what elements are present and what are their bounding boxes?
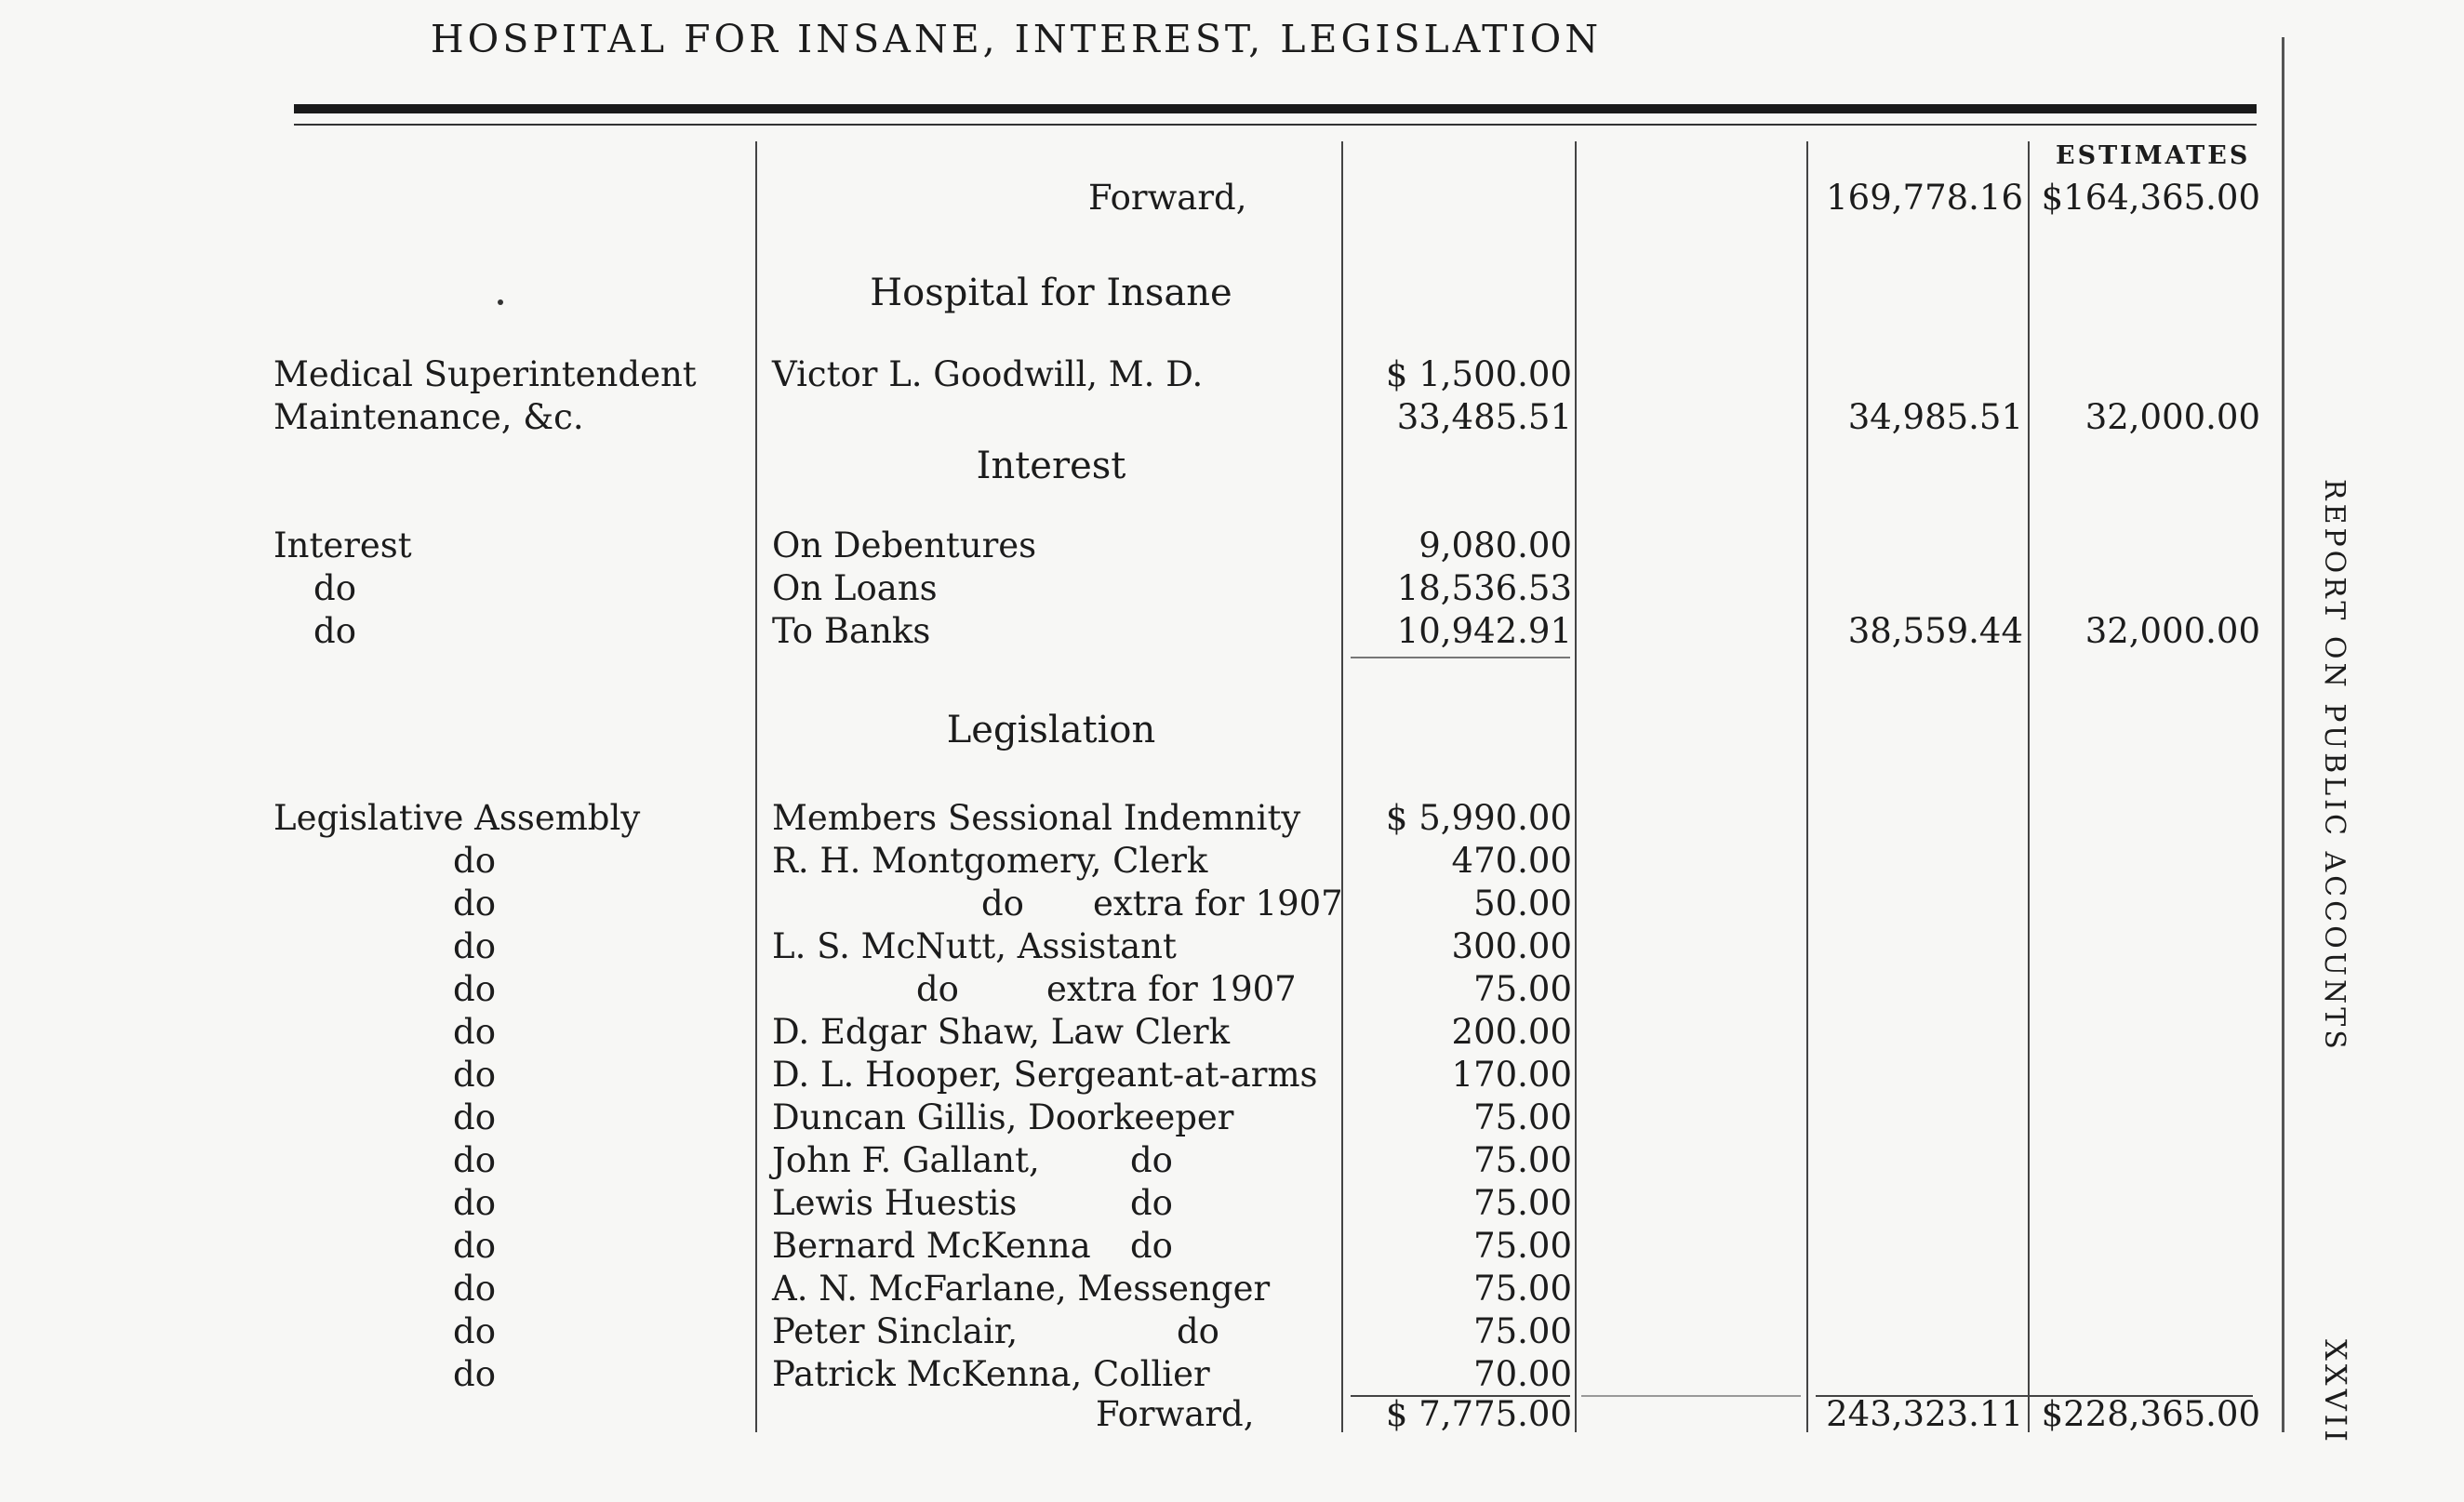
- item-label: On Debentures: [772, 525, 1037, 565]
- side-report-title: REPORT ON PUBLIC ACCOUNTS: [2318, 479, 2351, 1053]
- forward-top-total: 169,778.16: [1826, 178, 2023, 218]
- item-do: do: [1130, 1226, 1173, 1266]
- forward-bottom-label: Forward,: [1096, 1394, 1255, 1434]
- amount-value: 170.00: [1451, 1055, 1572, 1095]
- column-divider-blank: [1575, 141, 1577, 1432]
- forward-top-estimate: $164,365.00: [2041, 178, 2260, 218]
- category-do: do: [453, 1354, 496, 1394]
- category-do: do: [313, 568, 356, 608]
- page-title: HOSPITAL FOR INSANE, INTEREST, LEGISLATION: [430, 17, 1603, 61]
- item-label: A. N. McFarlane, Messenger: [772, 1269, 1271, 1309]
- column-divider-total: [1806, 141, 1808, 1432]
- column-divider-amount: [1341, 141, 1343, 1432]
- section-total: 34,985.51: [1847, 397, 2023, 437]
- amount-value: 75.00: [1473, 1183, 1572, 1223]
- item-label: Victor L. Goodwill, M. D.: [772, 354, 1204, 394]
- amount-value: 75.00: [1473, 1226, 1572, 1266]
- category-do: do: [453, 1012, 496, 1052]
- forward-rule-blank: [1581, 1395, 1801, 1397]
- category-do: do: [453, 1269, 496, 1309]
- amount-value: 33,485.51: [1396, 397, 1572, 437]
- category-do: do: [453, 1140, 496, 1180]
- amount-value: 75.00: [1473, 1140, 1572, 1180]
- item-label: John F. Gallant,: [772, 1140, 1040, 1180]
- item-label: Peter Sinclair,: [772, 1311, 1019, 1351]
- item-label: Members Sessional Indemnity: [772, 798, 1301, 838]
- item-do: do: [981, 884, 1024, 924]
- hospital-heading: Hospital for Insane: [870, 272, 1232, 314]
- item-label: D. Edgar Shaw, Law Clerk: [772, 1012, 1231, 1052]
- amount-value: 75.00: [1473, 969, 1572, 1009]
- item-do: do: [1130, 1140, 1173, 1180]
- amount-value: 75.00: [1473, 1097, 1572, 1137]
- subtotal-rule: [1351, 657, 1570, 658]
- page-right-border: [2282, 37, 2284, 1432]
- legislation-heading: Legislation: [946, 709, 1156, 751]
- amount-value: $ 1,500.00: [1385, 354, 1572, 394]
- item-label: To Banks: [772, 611, 931, 651]
- amount-value: 300.00: [1451, 926, 1572, 966]
- section-estimate: 32,000.00: [2084, 397, 2260, 437]
- item-label: Duncan Gillis, Doorkeeper: [772, 1097, 1234, 1137]
- category-do: do: [453, 926, 496, 966]
- amount-value: 200.00: [1451, 1012, 1572, 1052]
- item-label: D. L. Hooper, Sergeant-at-arms: [772, 1055, 1318, 1095]
- item-label: extra for 1907: [1093, 884, 1343, 924]
- stray-dot: [498, 299, 503, 305]
- item-label: On Loans: [772, 568, 938, 608]
- item-label: extra for 1907: [1046, 969, 1297, 1009]
- item-do: do: [1130, 1183, 1173, 1223]
- header-rule-thick: [294, 104, 2257, 113]
- category-do: do: [453, 884, 496, 924]
- category-label: Interest: [273, 525, 412, 565]
- amount-value: 75.00: [1473, 1269, 1572, 1309]
- side-page-number: XXVII: [2318, 1339, 2353, 1445]
- category-do: do: [453, 1311, 496, 1351]
- category-do: do: [453, 1226, 496, 1266]
- amount-value: 75.00: [1473, 1311, 1572, 1351]
- item-label: R. H. Montgomery, Clerk: [772, 841, 1208, 881]
- category-do: do: [453, 841, 496, 881]
- amount-value: 70.00: [1473, 1354, 1572, 1394]
- category-do: do: [313, 611, 356, 651]
- item-label: Lewis Huestis: [772, 1183, 1018, 1223]
- category-do: do: [453, 1183, 496, 1223]
- column-divider-item: [755, 141, 757, 1432]
- item-label: L. S. McNutt, Assistant: [772, 926, 1177, 966]
- amount-value: 10,942.91: [1396, 611, 1572, 651]
- item-label: Patrick McKenna, Collier: [772, 1354, 1210, 1394]
- category-do: do: [453, 969, 496, 1009]
- section-estimate: 32,000.00: [2084, 611, 2260, 651]
- item-label: Bernard McKenna: [772, 1226, 1091, 1266]
- amount-value: $ 5,990.00: [1385, 798, 1572, 838]
- forward-bottom-estimate: $228,365.00: [2041, 1394, 2260, 1434]
- item-do: do: [916, 969, 959, 1009]
- amount-value: 9,080.00: [1418, 525, 1572, 565]
- amount-value: 50.00: [1473, 884, 1572, 924]
- item-do: do: [1177, 1311, 1219, 1351]
- forward-bottom-amount: $ 7,775.00: [1385, 1394, 1572, 1434]
- category-label: Medical Superintendent: [273, 354, 697, 394]
- amount-value: 18,536.53: [1396, 568, 1572, 608]
- category-label: Maintenance, &c.: [273, 397, 584, 437]
- forward-top-label: Forward,: [1088, 178, 1247, 218]
- amount-value: 470.00: [1451, 841, 1572, 881]
- forward-bottom-total: 243,323.11: [1826, 1394, 2023, 1434]
- header-rule-thin: [294, 124, 2257, 126]
- estimates-header: ESTIMATES: [2056, 141, 2251, 170]
- category-label: Legislative Assembly: [273, 798, 641, 838]
- interest-heading: Interest: [976, 445, 1126, 487]
- category-do: do: [453, 1055, 496, 1095]
- section-total: 38,559.44: [1847, 611, 2023, 651]
- column-divider-estimate: [2028, 141, 2030, 1432]
- category-do: do: [453, 1097, 496, 1137]
